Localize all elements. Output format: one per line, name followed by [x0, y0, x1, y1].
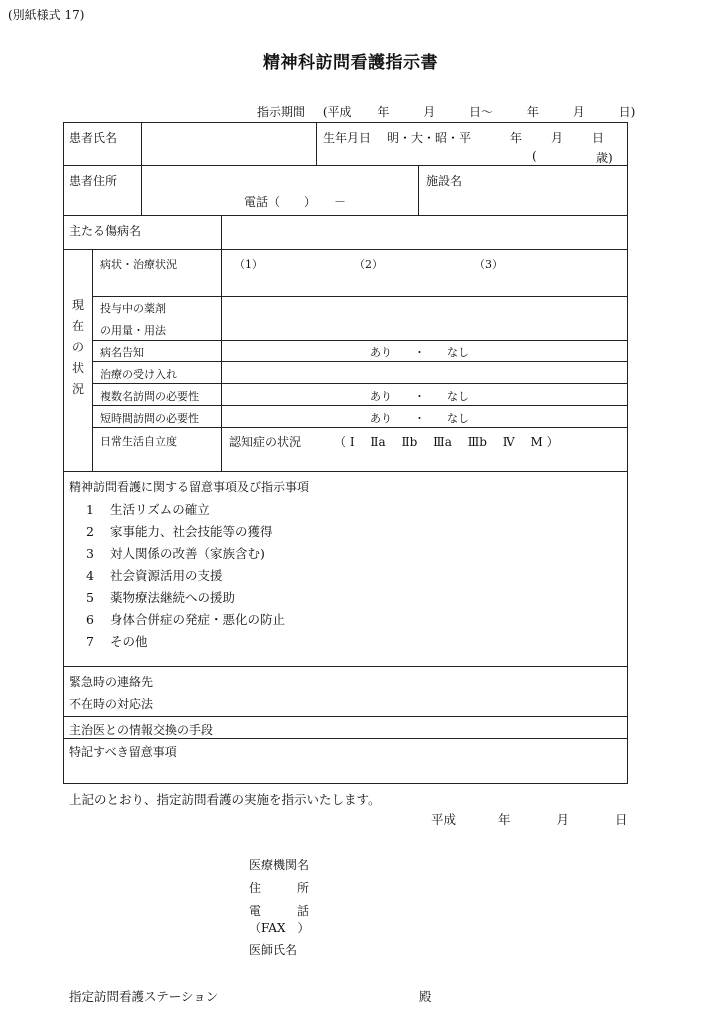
declaration-text: 上記のとおり、指定訪問看護の実施を指示いたします。: [69, 792, 381, 807]
instruction-period: [257, 103, 635, 120]
date-day: 日: [615, 812, 628, 827]
col-divider: [221, 249, 222, 471]
period-open: (平成: [322, 105, 352, 119]
row-divider: [92, 361, 627, 362]
condition-col-3: （3）: [474, 258, 503, 271]
acceptance-label: 治療の受け入れ: [100, 368, 177, 381]
age-open: (: [532, 149, 537, 163]
instruction-item: 3 対人関係の改善（家族含む): [86, 546, 265, 561]
col-divider: [316, 123, 317, 165]
row-divider: [64, 666, 627, 667]
instructions-header: 精神訪問看護に関する留意事項及び指示事項: [69, 480, 310, 494]
form-number: (別紙様式 17): [8, 8, 85, 22]
date-era: 平成: [431, 812, 457, 827]
phone-label: 電話（ ） －: [244, 195, 347, 209]
date-month: 月: [556, 812, 570, 827]
row-divider: [64, 471, 627, 472]
disclosure-options: あり ・ なし: [370, 346, 469, 359]
dementia-options: （ Ⅰ Ⅱa Ⅱb Ⅲa Ⅲb Ⅳ M ）: [334, 435, 559, 449]
row-divider: [92, 296, 627, 297]
instruction-item: 6 身体合併症の発症・悪化の防止: [86, 612, 286, 627]
era-options: 明・大・昭・平: [387, 131, 472, 145]
condition-col-1: （1）: [234, 258, 263, 271]
station-label: 指定訪問看護ステーション: [69, 989, 219, 1004]
instruction-item: 1 生活リズムの確立: [86, 502, 210, 517]
honorific-label: 殿: [419, 989, 432, 1004]
row-divider: [64, 716, 627, 717]
multi-visit-label: 複数名訪問の必要性: [100, 390, 199, 403]
row-divider: [92, 340, 627, 341]
daily-living-label: 日常生活自立度: [100, 435, 177, 448]
row-divider: [64, 738, 627, 739]
instruction-item: 2 家事能力、社会技能等の獲得: [86, 524, 273, 539]
medication-label-line-1: 投与中の薬剤: [100, 302, 166, 315]
age-unit: 歳): [596, 151, 613, 165]
main-diagnosis-label: 主たる傷病名: [69, 224, 142, 238]
dob-day: 日: [592, 131, 605, 145]
institution-label: 医療機関名: [249, 858, 310, 872]
period-year-1: 年: [377, 105, 390, 119]
period-month-2: 月: [572, 105, 585, 119]
dob-month: 月: [551, 131, 564, 145]
phone-sign-label: 電 話: [249, 904, 310, 918]
period-label: 指示期間: [257, 105, 306, 119]
period-month-1: 月: [423, 105, 436, 119]
col-divider: [221, 215, 222, 249]
fax-label: （FAX ）: [249, 921, 310, 935]
row-divider: [64, 215, 627, 216]
condition-col-2: （2）: [354, 258, 383, 271]
period-day-1: 日〜: [469, 105, 494, 119]
date-year: 年: [498, 812, 511, 827]
instruction-item: 5 薬物療法継続への援助: [86, 590, 236, 605]
special-notes-label: 特記すべき留意事項: [69, 745, 177, 759]
dementia-label: 認知症の状況: [229, 435, 302, 449]
row-divider: [64, 249, 627, 250]
row-divider: [92, 383, 627, 384]
document-title: 精神科訪問看護指示書: [263, 53, 438, 73]
emergency-contact-label: 緊急時の連絡先: [69, 675, 154, 689]
disclosure-label: 病名告知: [100, 346, 144, 359]
row-divider: [92, 427, 627, 428]
short-visit-label: 短時間訪問の必要性: [100, 412, 199, 425]
instruction-item: 7 その他: [86, 634, 148, 649]
dob-year: 年: [510, 131, 523, 145]
doctor-exchange-label: 主治医との情報交換の手段: [69, 723, 214, 737]
facility-label: 施設名: [426, 174, 463, 188]
col-divider: [92, 249, 93, 471]
dob-label: 生年月日: [323, 131, 372, 145]
issue-date: [431, 810, 628, 828]
patient-name-label: 患者氏名: [69, 131, 118, 145]
doctor-name-label: 医師氏名: [249, 943, 298, 957]
medication-label-line-2: の用量・用法: [100, 324, 166, 337]
condition-label: 病状・治療状況: [100, 258, 177, 271]
address-label: 住 所: [249, 881, 310, 895]
instruction-item: 4 社会資源活用の支援: [86, 568, 223, 583]
row-divider: [64, 165, 627, 166]
short-visit-options: あり ・ なし: [370, 412, 469, 425]
form-table: [63, 122, 628, 784]
period-day-2: 日): [618, 105, 636, 119]
current-status-vertical-label: 現 在 の 状 況: [71, 298, 84, 396]
col-divider: [141, 123, 142, 215]
patient-address-label: 患者住所: [69, 174, 118, 188]
period-year-2: 年: [526, 105, 539, 119]
absence-response-label: 不在時の対応法: [69, 697, 154, 711]
row-divider: [92, 405, 627, 406]
col-divider: [418, 165, 419, 215]
multi-visit-options: あり ・ なし: [370, 390, 469, 403]
